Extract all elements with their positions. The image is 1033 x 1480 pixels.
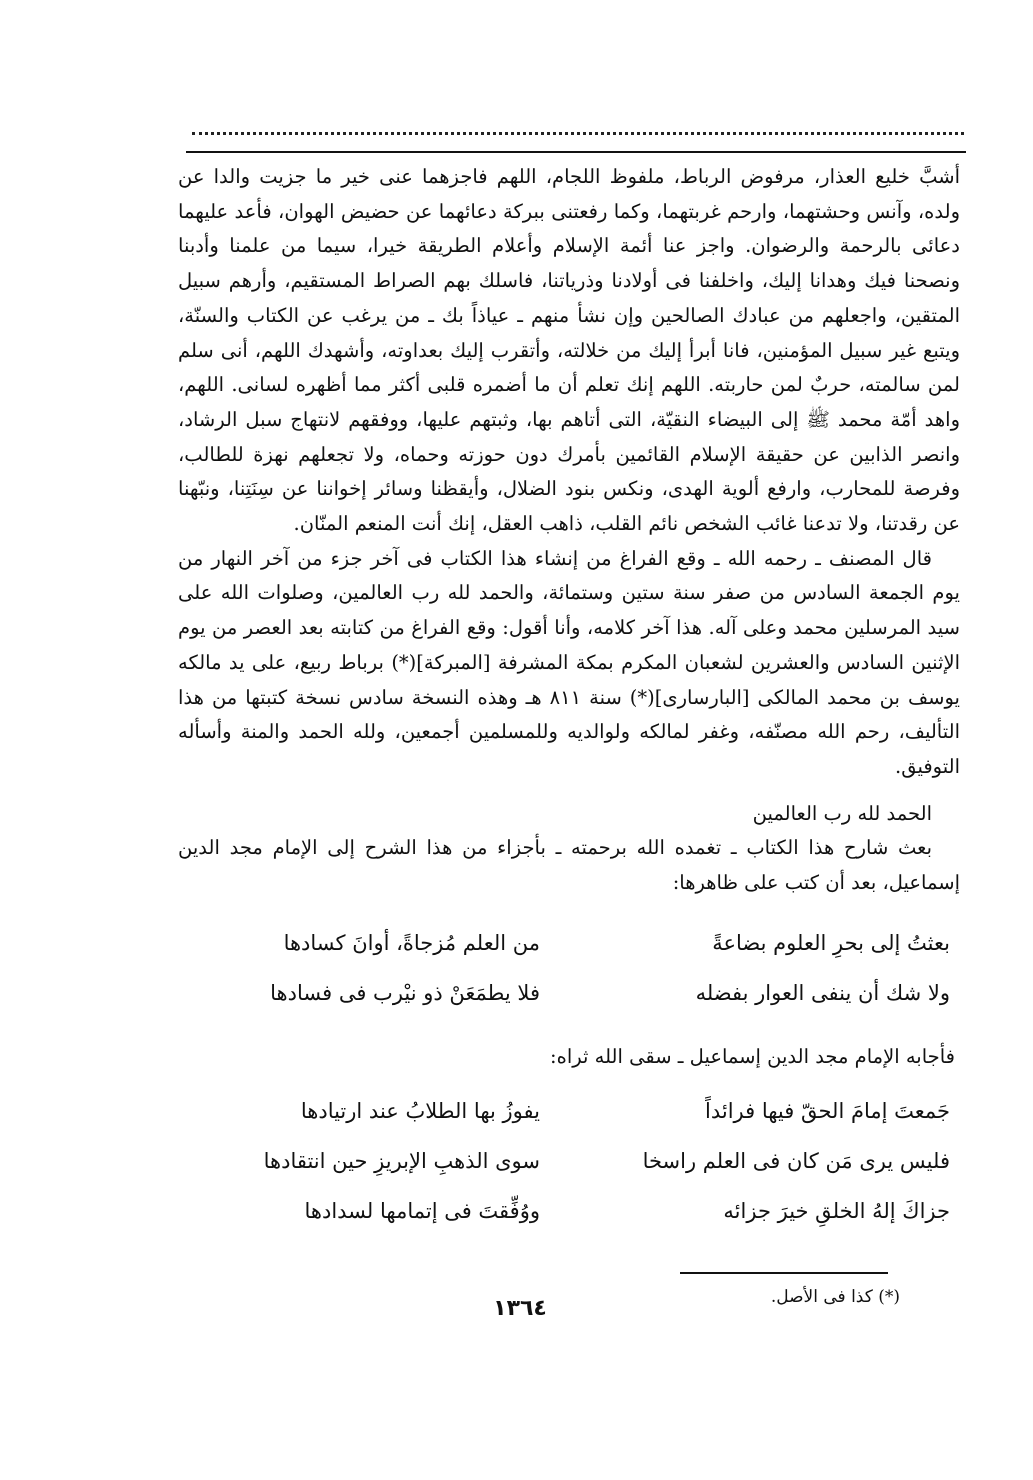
poem-hemistich-first: ولا شك أن ينفى العوار بفضله [695, 981, 950, 1005]
poem-hemistich-first: جَمعتَ إمامَ الحقّ فيها فرائداً [705, 1099, 950, 1123]
footnote-rule [680, 1272, 888, 1274]
poem-hemistich-second: يفوزُ بها الطلابُ عند ارتيادها [300, 1099, 540, 1123]
poem-hemistich-first: جزاكَ إلهُ الخلقِ خيرَ جزائه [723, 1199, 950, 1223]
poem-first [160, 918, 950, 1018]
main-text [178, 160, 960, 901]
poem-hemistich-second: سوى الذهبِ الإبريزِ حين انتقادها [263, 1149, 540, 1173]
poem-hemistich-second: فلا يطمَعَنْ ذو نيْرب فى فسادها [270, 981, 540, 1005]
header-dotted-rule [192, 132, 964, 135]
page-number: ١٣٦٤ [493, 1296, 547, 1321]
poem-line [160, 1086, 950, 1136]
poem-line [160, 968, 950, 1018]
poem-hemistich-second: من العلم مُزجاةً، أوانَ كسادها [283, 931, 540, 955]
header-solid-rule [186, 151, 966, 153]
poem-line [160, 1136, 950, 1186]
poem-line [160, 1186, 950, 1236]
poem-line [160, 918, 950, 968]
paragraph-supplication: أشبَّ خليع العذار، مرفوض الرباط، ملفوظ اللجام، اللهم فاجزهما عنى خير ما جزيت والدا عن ولده، وآنس وحشتهما، وارحم غربتهما، وكما رفعتنى ببركة دعائهما عن حضيض الهوان، فأعد عليهما دعائى بالرحمة والرضوان. واجز عنا أئمة الإسلام وأعلام الطريقة خيرا، سيما من علمنا وأدبنا ونصحنا فيك وهدانا إليك، واخلفنا فى أولادنا وذرياتنا، فاسلك بهم الصراط المستقيم، وأرهم سبيل المتقين، واجعلهم من عبادك الصالحين وإن نشأ منهم ـ عياذاً بك ـ من يرغب عن الكتاب والسنّة، ويتبع غير سبيل المؤمنين، فانا أبرأ إليك من خلالته، وأتقرب إليك بعداوته، وأشهدك اللهم، أنى سلم لمن سالمته، حربٌ لمن حاربته. اللهم إنك تعلم أن ما أضمره قلبى أكثر مما أظهره لسانى. اللهم، واهد أمّة محمد ﷺ إلى البيضاء النقيّة، التى أتاهم بها، وثبتهم عليها، ووفقهم لانتهاج سبل الرشاد، وانصر الذابين عن حقيقة الإسلام القائمين بأمرك دون حوزته وحماه، ولا تجعلهم نهزة للطالب، وفرصة للمحارب، وارفع ألوية الهدى، ونكس بنود الضلال، وأيقظنا وسائر إخواننا عن سِنَتِنا، ونبّهنا عن رقدتنا، ولا تدعنا غائب الشخص نائم القلب، ذاهب العقل، إنك أنت المنعم المنّان. [178, 165, 960, 536]
paragraph-poem-intro: بعث شارح هذا الكتاب ـ تغمده الله برحمته ـ بأجزاء من هذا الشرح إلى الإمام مجد الدين إسماعيل، بعد أن كتب على ظاهرها: [178, 836, 960, 895]
reply-intro: فأجابه الإمام مجد الدين إسماعيل ـ سقى الله ثراه: [550, 1045, 955, 1068]
poem-hemistich-second: ووُفِّقتَ فى إتمامها لسدادها [304, 1199, 540, 1223]
poem-reply [160, 1086, 950, 1236]
footnote: (*) كذا فى الأصل. [770, 1287, 900, 1307]
paragraph-colophon: قال المصنف ـ رحمه الله ـ وقع الفراغ من إنشاء هذا الكتاب فى آخر جزء من آخر النهار من يوم الجمعة السادس من صفر سنة ستين وستمائة، والحمد لله رب العالمين، وصلوات الله على سيد المرسلين محمد وعلى آله. هذا آخر كلامه، وأنا أقول: وقع الفراغ من كتابته بعد العصر من يوم الإثنين السادس والعشرين لشعبان المكرم بمكة المشرفة [المبركة](*) برباط ربيع، على يد مالكه يوسف بن محمد المالكى [البارسارى](*) سنة ٨١١ هـ وهذه النسخة سادس نسخة كتبتها من هذا التأليف، رحم الله مصنّفه، وغفر لمالكه ولوالديه وللمسلمين أجمعين، ولله الحمد والمنة وأسأله التوفيق. [178, 546, 960, 778]
poem-hemistich-first: بعثتُ إلى بحرِ العلوم بضاعةً [712, 931, 950, 955]
poem-hemistich-first: فليس يرى مَن كان فى العلم راسخا [642, 1149, 950, 1173]
paragraph-praise: الحمد لله رب العالمين [752, 801, 932, 825]
